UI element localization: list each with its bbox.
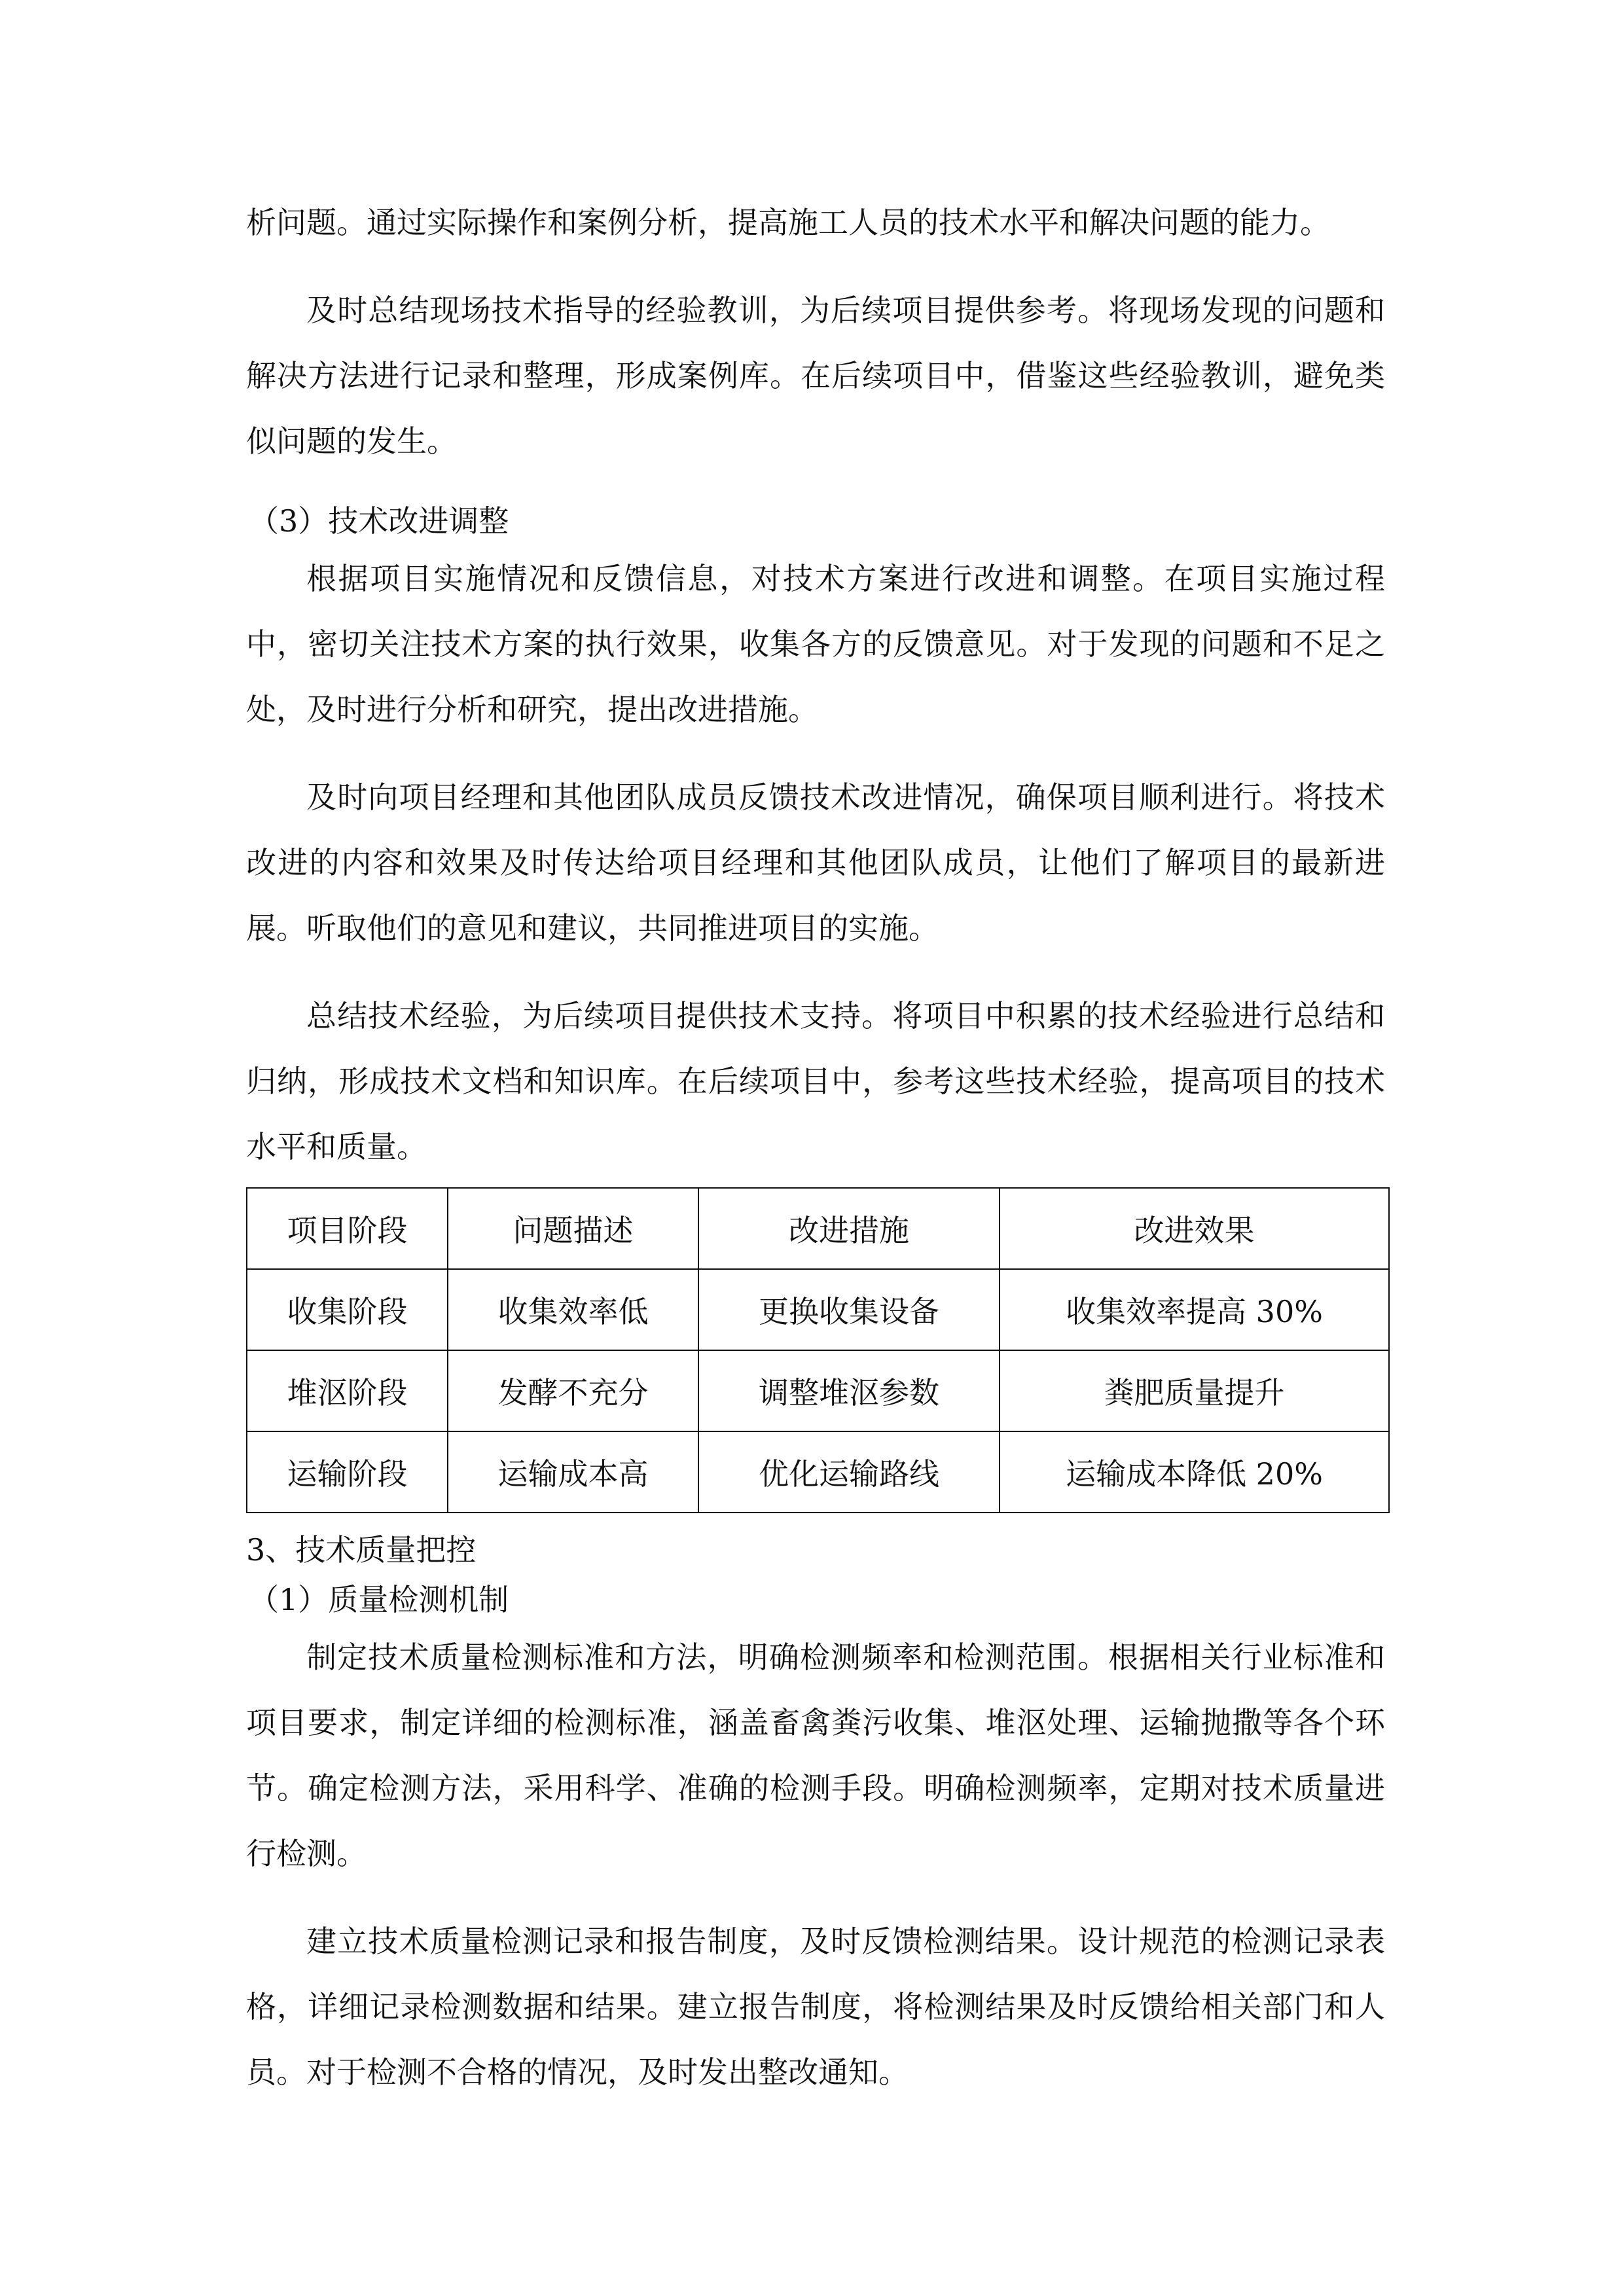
table-cell: 运输阶段 [247,1431,448,1513]
paragraph-improvement-feedback: 及时向项目经理和其他团队成员反馈技术改进情况，确保项目顺利进行。将技术改进的内容和效果及时传达给项目经理和其他团队成员，让他们了解项目的最新进展。听取他们的意见和建议，共同推进项目的实施。 [246,780,1385,946]
table-cell: 调整堆沤参数 [698,1350,1000,1431]
table-cell: 收集效率低 [448,1269,698,1350]
paragraph-continued: 析问题。通过实际操作和案例分析，提高施工人员的技术水平和解决问题的能力。 [246,205,1330,240]
table-cell: 收集阶段 [247,1269,448,1350]
table-header-cell: 改进效果 [1000,1188,1389,1269]
table-header-cell: 改进措施 [698,1188,1000,1269]
paragraph-experience-summary: 及时总结现场技术指导的经验教训，为后续项目提供参考。将现场发现的问题和解决方法进行记录和整理，形成案例库。在后续项目中，借鉴这些经验教训，避免类似问题的发生。 [246,293,1385,459]
table-cell: 更换收集设备 [698,1269,1000,1350]
table-header-row [247,1188,1389,1269]
table-cell: 发酵不充分 [448,1350,698,1431]
table-header-cell: 问题描述 [448,1188,698,1269]
heading-quality-inspection: （1）质量检测机制 [249,1582,509,1617]
paragraph-inspection-standards: 制定技术质量检测标准和方法，明确检测频率和检测范围。根据相关行业标准和项目要求，制定详细的检测标准，涵盖畜禽粪污收集、堆沤处理、运输抛撒等各个环节。确定检测方法，采用科学、准确的检测手段。明确检测频率，定期对技术质量进行检测。 [246,1640,1385,1871]
paragraph-inspection-records: 建立技术质量检测记录和报告制度，及时反馈检测结果。设计规范的检测记录表格，详细记录检测数据和结果。建立报告制度，将检测结果及时反馈给相关部门和人员。对于检测不合格的情况，及时发出整改通知。 [246,1924,1385,2090]
table-cell: 优化运输路线 [698,1431,1000,1513]
paragraph-improvement-adjust: 根据项目实施情况和反馈信息，对技术方案进行改进和调整。在项目实施过程中，密切关注技术方案的执行效果，收集各方的反馈意见。对于发现的问题和不足之处，及时进行分析和研究，提出改进措施。 [246,561,1385,727]
table-header-cell: 项目阶段 [247,1188,448,1269]
document-body [246,190,1385,2127]
table-cell: 堆沤阶段 [247,1350,448,1431]
table-cell: 收集效率提高 30% [1000,1269,1389,1350]
table-row [247,1350,1389,1431]
table-row [247,1269,1389,1350]
table-cell: 运输成本降低 20% [1000,1431,1389,1513]
heading-quality-control: 3、技术质量把控 [246,1532,477,1568]
paragraph-experience-support: 总结技术经验，为后续项目提供技术支持。将项目中积累的技术经验进行总结和归纳，形成技术文档和知识库。在后续项目中，参考这些技术经验，提高项目的技术水平和质量。 [246,998,1385,1164]
table-cell: 粪肥质量提升 [1000,1350,1389,1431]
table-row [247,1431,1389,1513]
table-cell: 运输成本高 [448,1431,698,1513]
improvement-table [246,1187,1390,1513]
heading-tech-improvement: （3）技术改进调整 [249,503,509,539]
